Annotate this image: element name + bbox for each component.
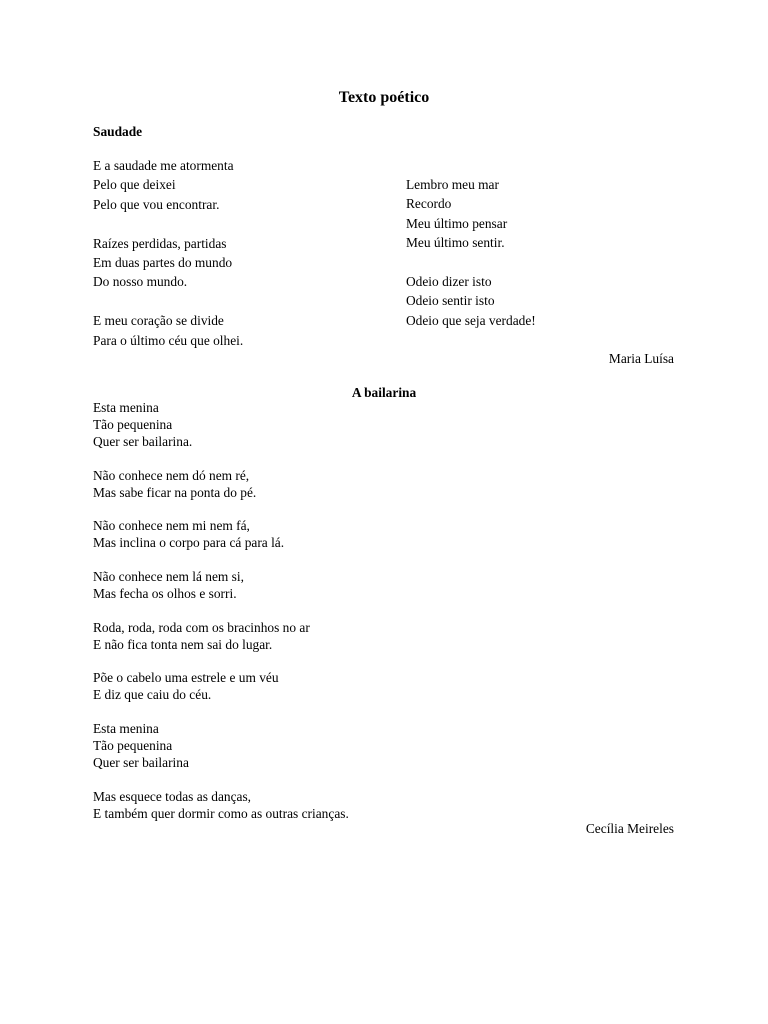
poem-line: Raízes perdidas, partidas (93, 235, 227, 251)
poem-line: Pelo que deixei (93, 177, 176, 193)
poem-author-maria-luisa: Maria Luísa (608, 351, 674, 366)
poem-saudade-right-column (406, 175, 536, 330)
poem-stanza (93, 569, 349, 603)
poem-stanza (93, 670, 349, 704)
poem-stanza (93, 468, 349, 502)
poem-line: E não fica tonta nem sai do lugar. (93, 636, 273, 652)
poem-line: Em duas partes do mundo (93, 255, 233, 271)
poem-line: Meu último pensar (406, 215, 508, 231)
poem-line: E também quer dormir como as outras crianças. (93, 805, 349, 821)
poem-line: Roda, roda, roda com os bracinhos no ar (93, 619, 310, 635)
poem-title-a-bailarina: A bailarina (351, 385, 417, 400)
poem-line: Não conhece nem lá nem si, (93, 569, 244, 585)
poem-stanza (406, 272, 536, 330)
poem-stanza (406, 175, 536, 253)
poem-line: Esta menina (93, 400, 159, 415)
poem-stanza (93, 620, 349, 654)
poem-line: Odeio dizer isto (406, 274, 492, 290)
poem-author-cecilia-meireles: Cecília Meireles (585, 821, 674, 836)
poem-line: E diz que caiu do céu. (93, 687, 212, 703)
poem-line: E meu coração se divide (93, 313, 224, 329)
poem-line: Quer ser bailarina (93, 754, 189, 770)
poem-stanza (93, 156, 243, 214)
poem-line: Tão pequenina (93, 738, 173, 754)
poem-line: Tão pequenina (93, 416, 173, 432)
poem-stanza (93, 234, 243, 292)
poem-line: Odeio que seja verdade! (406, 312, 536, 328)
poem-title-saudade: Saudade (93, 124, 143, 139)
poem-stanza (93, 789, 349, 823)
poem-line: Meu último sentir. (406, 235, 505, 251)
poem-line: Põe o cabelo uma estrele e um véu (93, 670, 279, 686)
poem-stanza (93, 400, 349, 451)
poem-line: Mas esquece todas as danças, (93, 788, 252, 804)
poem-stanza (93, 311, 243, 350)
poem-line: Recordo (406, 196, 452, 212)
poem-line: Não conhece nem mi nem fá, (93, 518, 250, 534)
poem-line: Mas inclina o corpo para cá para lá. (93, 535, 285, 551)
poem-line: Do nosso mundo. (93, 274, 188, 290)
poem-line: Mas sabe ficar na ponta do pé. (93, 484, 257, 500)
poem-stanza (93, 518, 349, 552)
poem-line: Pelo que vou encontrar. (93, 196, 220, 212)
poem-line: Esta menina (93, 721, 159, 737)
poem-stanza (93, 721, 349, 772)
poem-saudade-left-column (93, 156, 243, 350)
poem-line: Lembro meu mar (406, 177, 499, 192)
poem-line: Não conhece nem dó nem ré, (93, 467, 250, 483)
document-title: Texto poético (338, 89, 430, 106)
poem-line: Odeio sentir isto (406, 293, 495, 309)
poem-line: Quer ser bailarina. (93, 433, 193, 449)
poem-line: Mas fecha os olhos e sorri. (93, 585, 237, 601)
poem-a-bailarina-body (93, 400, 349, 823)
poem-line: Para o último céu que olhei. (93, 332, 244, 348)
poem-line: E a saudade me atormenta (93, 158, 234, 173)
